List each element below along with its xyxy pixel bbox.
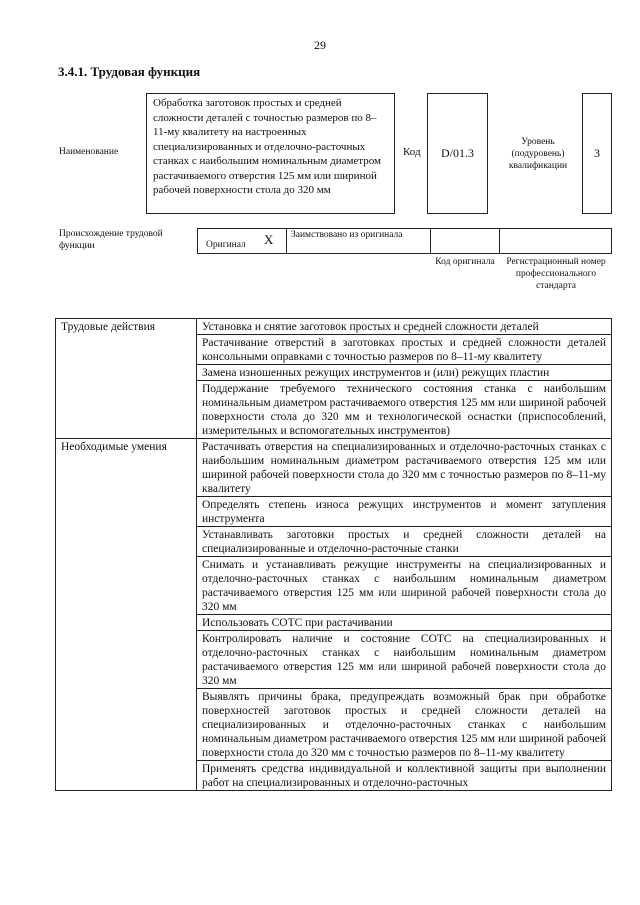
name-label: Наименование — [59, 147, 119, 157]
function-code-box: D/01.3 — [427, 93, 488, 214]
original-label: Оригинал — [206, 240, 246, 250]
original-mark: X — [264, 232, 274, 247]
origin-row — [197, 228, 612, 254]
function-details-table — [55, 318, 612, 791]
required-skills-header: Необходимые умения — [56, 439, 197, 791]
code-label: Код — [403, 146, 421, 158]
origin-label: Происхождение трудовой функции — [59, 229, 163, 251]
skill-item: Выявлять причины брака, предупреждать возможный брак при обработке поверхностей заготовок простых и средней сложности деталей на специализированных и отделочно-расточных станках с наибольшим номинальным диаметром растачиваемого отверстия 125 мм или шириной рабочей поверхности стола до 320 мм с точностью размеров по 8–11-му квалитету — [197, 689, 612, 761]
labor-action-item: Поддержание требуемого технического состояния станка с наибольшим номинальным диаметром растачиваемого отверстия 125 мм или шириной рабочей поверхности стола до 320 мм и технологической оснастки (приспособлений, измерительных и вспомогательных инструментов) — [197, 381, 612, 439]
labor-action-item: Установка и снятие заготовок простых и средней сложности деталей — [197, 319, 612, 335]
code-original-cell — [430, 228, 500, 254]
skill-item: Устанавливать заготовки простых и средней сложности деталей на специализированные и отделочно-расточные станки — [197, 527, 612, 557]
labor-action-item: Замена изношенных режущих инструментов и (или) режущих пластин — [197, 365, 612, 381]
labor-action-item: Растачивание отверстий в заготовках простых и средней сложности деталей консольными оправками с точностью размеров по 8–11-му квалитету — [197, 335, 612, 365]
page-number: 29 — [314, 38, 326, 52]
reg-number-caption: Регистрационный номер профессионального стандарта — [506, 257, 606, 291]
labor-actions-header: Трудовые действия — [56, 319, 197, 439]
skill-item: Растачивать отверстия на специализированных и отделочно-расточных станках с наибольшим номинальным диаметром растачиваемого отверстия 125 мм или шириной рабочей поверхности стола до 320 мм с точностью размеров по 8–11-му квалитету — [197, 439, 612, 497]
skill-item: Использовать СОТС при растачивании — [197, 615, 612, 631]
table-row — [56, 439, 612, 497]
original-cell — [197, 228, 287, 254]
borrowed-cell — [286, 228, 431, 254]
skill-item: Определять степень износа режущих инструментов и момент затупления инструмента — [197, 497, 612, 527]
skill-item: Применять средства индивидуальной и коллективной защиты при выполнении работ на специализированных и отделочно-расточных — [197, 761, 612, 791]
level-value-box: 3 — [582, 93, 612, 214]
skill-item: Снимать и устанавливать режущие инструменты на специализированных и отделочно-расточных станках с наибольшим номинальным диаметром растачиваемого отверстия 125 мм или шириной рабочей поверхности стола до 320 мм — [197, 557, 612, 615]
code-original-caption: Код оригинала — [435, 257, 495, 267]
table-row — [56, 319, 612, 335]
section-title: 3.4.1. Трудовая функция — [58, 64, 201, 79]
reg-number-cell — [499, 228, 612, 254]
borrowed-label: Заимствовано из оригинала — [291, 230, 403, 240]
level-label: Уровень (подуровень) квалификации — [508, 137, 568, 171]
skill-item: Контролировать наличие и состояние СОТС на специализированных и отделочно-расточных станках с наибольшим номинальным диаметром растачиваемого отверстия 125 мм или шириной рабочей поверхности стола до 320 мм — [197, 631, 612, 689]
function-name-box: Обработка заготовок простых и средней сложности деталей с точностью размеров по 8–11-му квалитету на настроенных специализированных и отделочно-расточных станках с наибольшим номинальным диаметром растачиваемого отверстия 125 мм или шириной рабочей поверхности стола до 320 мм — [146, 93, 395, 214]
